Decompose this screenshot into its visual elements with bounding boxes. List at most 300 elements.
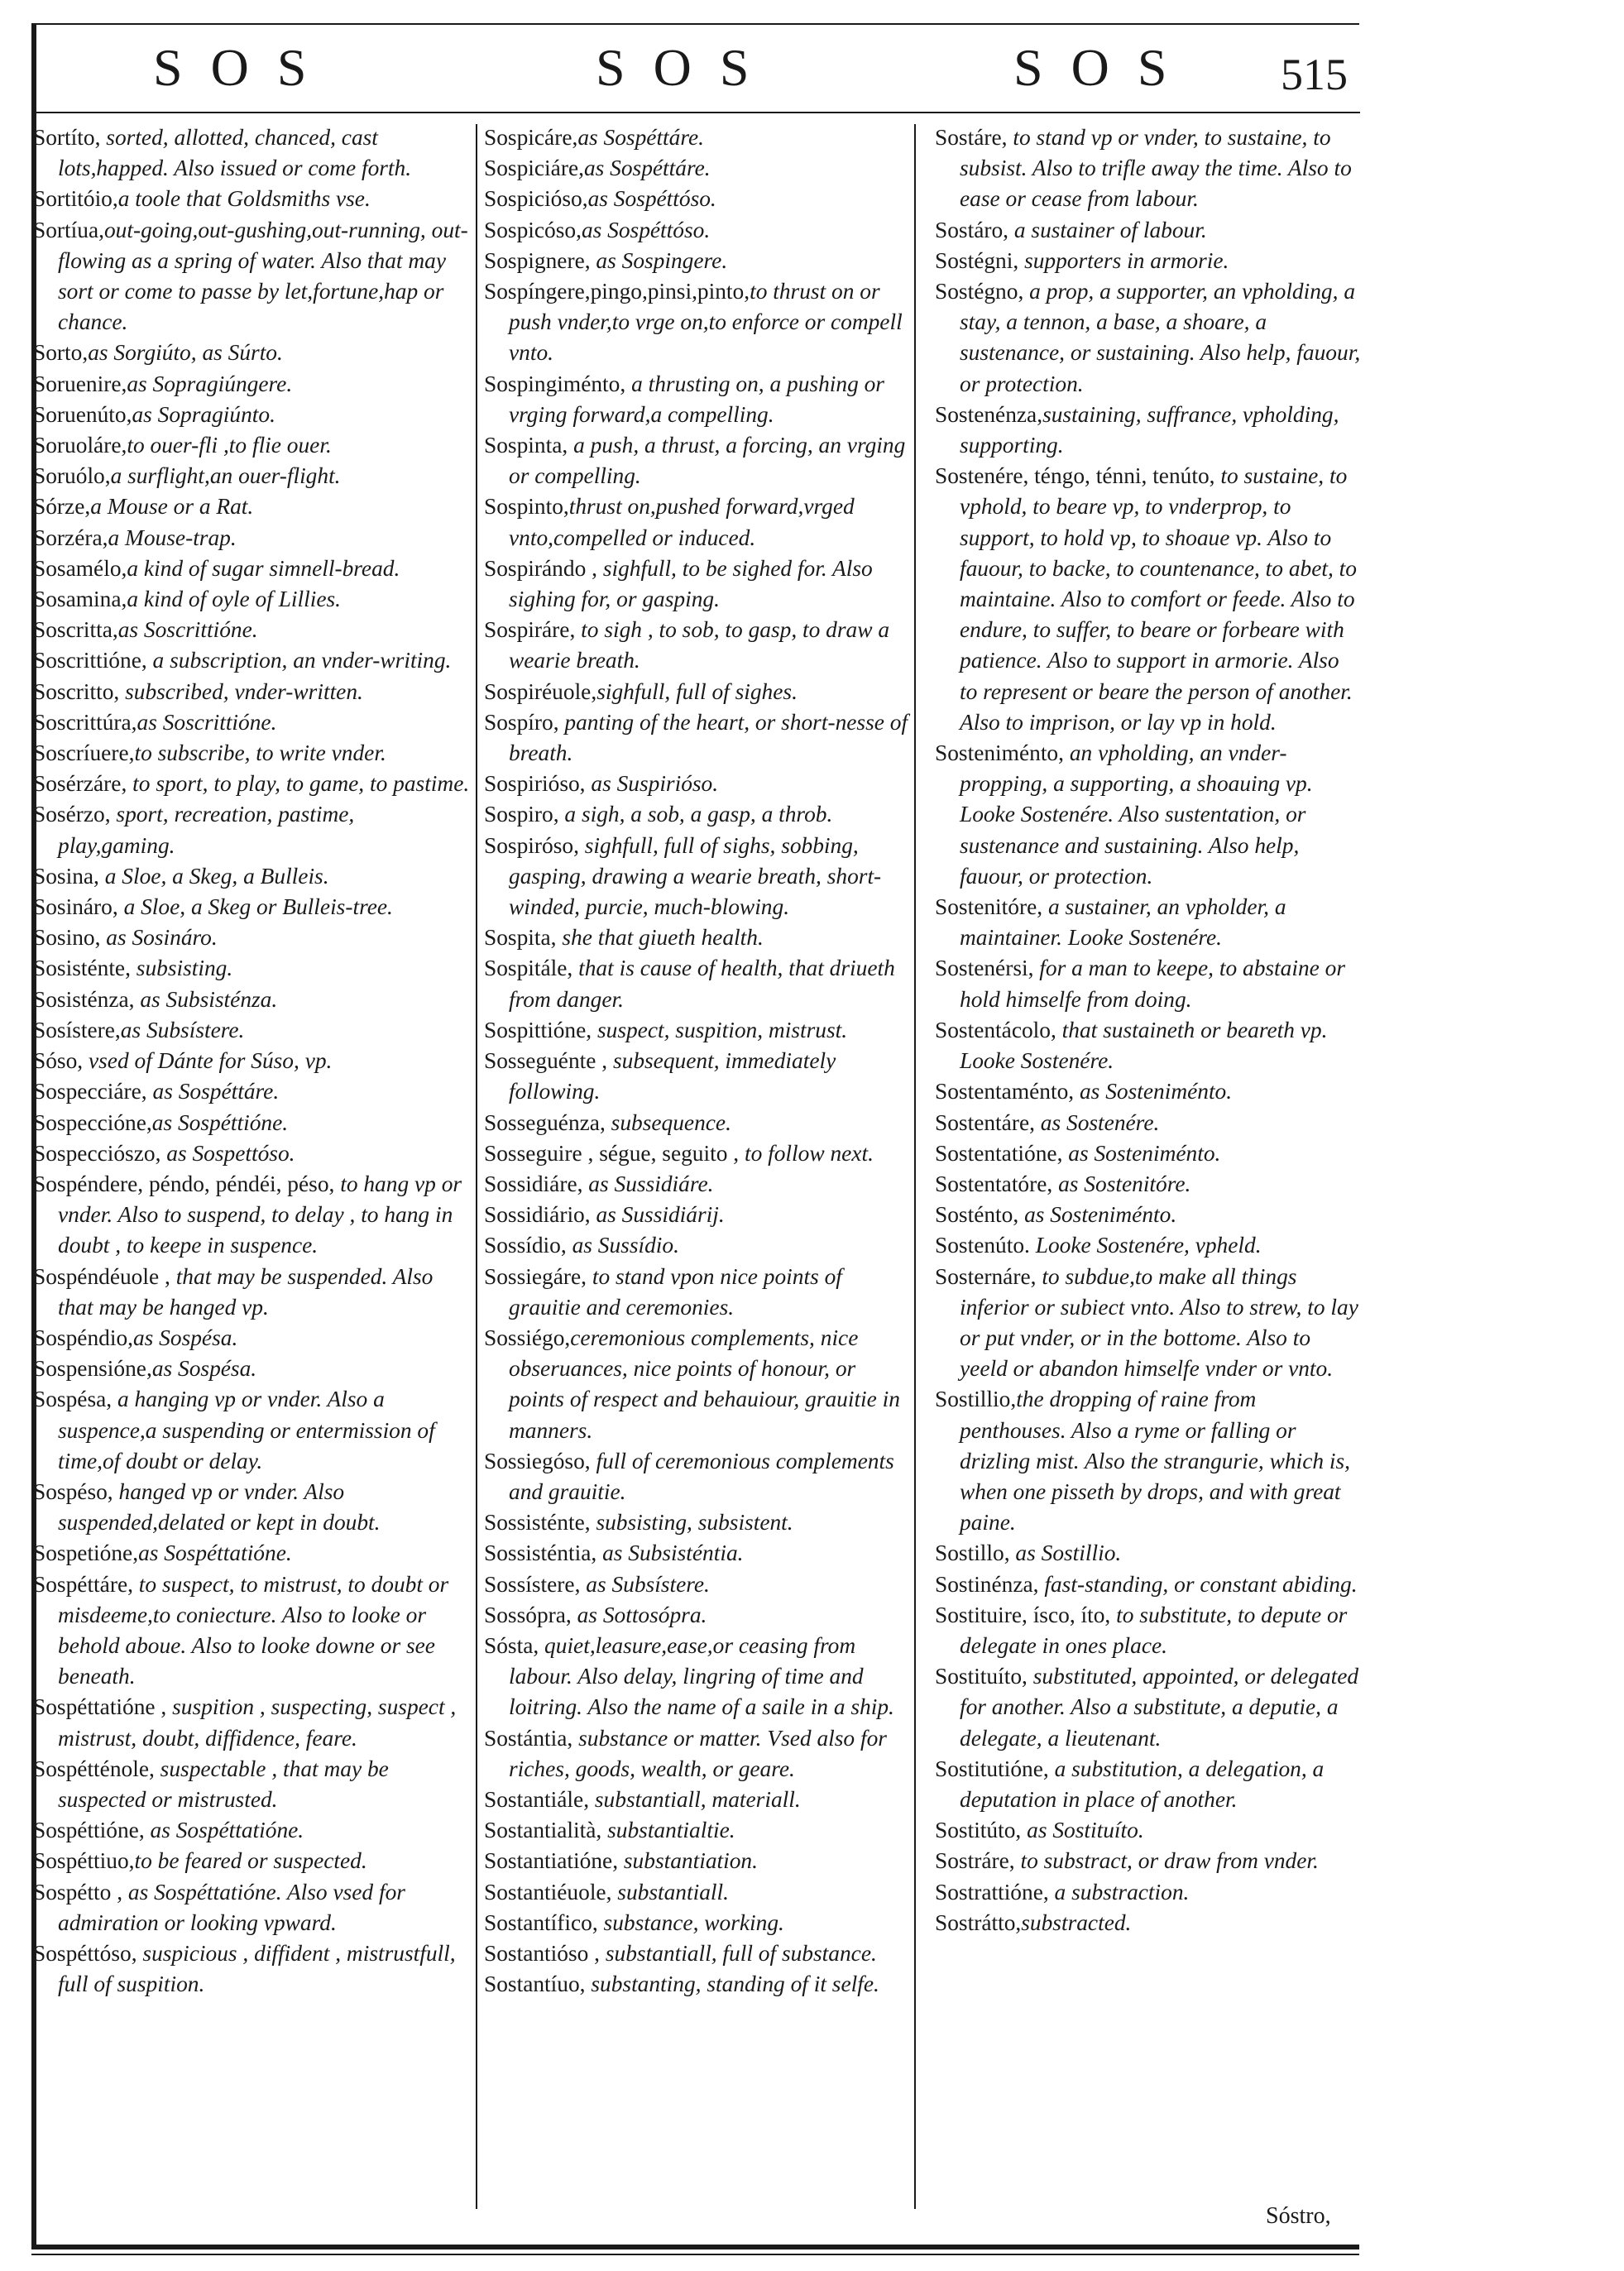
entry-definition: subsisting. <box>130 956 233 981</box>
entry-definition: as Sospéttáre. <box>577 125 705 150</box>
dictionary-entry <box>935 738 1361 892</box>
dictionary-entry <box>484 707 910 769</box>
entry-headword: Sosístere, <box>33 1017 121 1042</box>
dictionary-entry <box>484 922 910 953</box>
dictionary-entry <box>33 369 472 400</box>
header-right: SOS <box>1013 38 1195 97</box>
entry-headword: Soruenúto, <box>33 401 132 427</box>
entry-definition: as Sospésa. <box>151 1356 257 1382</box>
dictionary-entry <box>935 1076 1361 1107</box>
entry-definition: as Sospingere. <box>590 247 728 273</box>
dictionary-entry <box>484 215 910 246</box>
entry-definition: a Sloe, a Skeg, a Bulleis. <box>98 863 329 889</box>
entry-headword: Sossístere, <box>484 1571 581 1597</box>
entry-definition: a thrusting on, a pushing or vrging forward,a compelling. <box>509 371 884 427</box>
dictionary-entry <box>484 122 910 153</box>
entry-definition: a Sloe, a Skeg or Bulleis-tree. <box>117 894 393 920</box>
dictionary-entry <box>33 922 472 953</box>
entry-headword: Sospéttóso, <box>33 1940 137 1966</box>
entry-definition: suspition , suspecting, suspect , mistrust, doubt, diffidence, feare. <box>58 1694 457 1751</box>
dictionary-entry <box>484 831 910 923</box>
entry-definition: substantiation. <box>618 1848 758 1874</box>
entry-definition: a substitution, a delegation, a deputation in place of another. <box>960 1756 1325 1812</box>
entry-headword: Sóso, <box>33 1048 84 1074</box>
entry-definition: a sustainer of labour. <box>1008 217 1207 242</box>
dictionary-entry <box>33 338 472 368</box>
entry-definition: as Sussidiárij. <box>590 1202 725 1228</box>
entry-definition: sighfull, full of sighs, sobbing, gasping, drawing a wearie breath, short-winded, purcie, much-blowing. <box>509 832 882 920</box>
dictionary-entry <box>935 215 1361 246</box>
entry-headword: Sostenénza, <box>935 401 1043 427</box>
entry-definition: supporters in armorie. <box>1018 247 1229 273</box>
dictionary-entry <box>484 1108 910 1138</box>
entry-headword: Soscritto, <box>33 678 120 704</box>
bottom-border-rule-thin <box>31 2254 1359 2255</box>
entry-definition: for a man to keepe, to abstaine or hold himselfe from doing. <box>960 956 1346 1012</box>
dictionary-entry <box>935 1262 1361 1385</box>
entry-headword: Sospiráre, <box>484 617 576 643</box>
entry-headword: Sospiréuole, <box>484 678 597 704</box>
entry-definition: as Sospéttatióne. <box>138 1540 292 1566</box>
entry-definition: substracted. <box>1021 1909 1132 1935</box>
dictionary-entry <box>484 1600 910 1631</box>
entry-headword: Sosténto, <box>935 1202 1019 1228</box>
entry-headword: Sossisténtia, <box>484 1540 597 1566</box>
entry-definition: she that giueth health. <box>556 925 764 951</box>
dictionary-entry <box>484 153 910 184</box>
entry-headword: Sosseguénza, <box>484 1109 606 1135</box>
entry-definition: substantiall. <box>611 1879 729 1904</box>
dictionary-entry <box>33 430 472 461</box>
entry-headword: Sosináro, <box>33 894 118 920</box>
dictionary-entry <box>935 1015 1361 1076</box>
entry-definition: as Sospéttóso. <box>587 186 716 212</box>
entry-headword: Soscrittúra, <box>33 709 137 735</box>
entry-definition: as Sopragiúnto. <box>132 401 275 427</box>
entry-headword: Sospéndere, péndo, péndéi, péso, <box>33 1171 335 1196</box>
entry-headword: Sospinta, <box>484 433 568 458</box>
entry-headword: Sostáre, <box>935 125 1008 150</box>
entry-headword: Sostráre, <box>935 1848 1015 1874</box>
dictionary-entry <box>484 491 910 553</box>
dictionary-entry <box>935 1754 1361 1815</box>
entry-headword: Sostentaménto, <box>935 1079 1075 1104</box>
entry-definition: that may be suspended. Also that may be hanged vp. <box>58 1263 434 1320</box>
dictionary-entry <box>484 1631 910 1723</box>
entry-headword: Sospéndéuole , <box>33 1263 170 1289</box>
entry-definition: panting of the heart, or short-nesse of breath. <box>509 709 908 766</box>
entry-definition: a push, a thrust, a forcing, an vrging or compelling. <box>509 433 906 489</box>
dictionary-entry <box>935 1230 1361 1261</box>
entry-definition: to sport, to play, to game, to pastime. <box>127 771 470 797</box>
entry-headword: Sospéttáre, <box>33 1571 133 1597</box>
entry-headword: Sospittióne, <box>484 1017 592 1042</box>
entry-headword: Sossídio, <box>484 1233 567 1258</box>
top-border-rule <box>31 23 1359 25</box>
entry-headword: Sospéso, <box>33 1478 113 1504</box>
entry-definition: subsisting, subsistent. <box>590 1510 793 1536</box>
entry-headword: Soruoláre, <box>33 433 127 458</box>
entry-definition: thrust on,pushed forward,vrged vnto,compelled or induced. <box>509 494 855 550</box>
entry-definition: to suspect, to mistrust, to doubt or misdeeme,to coniecture. Also to looke or behold aboue. Also to looke downe or see beneath. <box>58 1571 449 1689</box>
dictionary-entry <box>33 677 472 707</box>
dictionary-entry <box>935 1661 1361 1754</box>
dictionary-entry <box>33 184 472 214</box>
dictionary-entry <box>33 861 472 892</box>
entry-headword: Sostántia, <box>484 1725 573 1751</box>
entry-definition: substance or matter. Vsed also for riches, goods, wealth, or geare. <box>509 1725 887 1781</box>
entry-headword: Sórze, <box>33 494 91 520</box>
dictionary-entry <box>484 953 910 1014</box>
dictionary-entry <box>484 1323 910 1446</box>
dictionary-entry <box>33 523 472 553</box>
entry-definition: sustaining, suffrance, vpholding, supporting. <box>960 401 1339 458</box>
dictionary-entry <box>935 892 1361 953</box>
page-number: 515 <box>1281 50 1348 99</box>
entry-definition: as Sospettóso. <box>160 1140 295 1166</box>
entry-headword: Sospíngere,pingo,pinsi,pinto, <box>484 279 750 304</box>
dictionary-entry <box>484 677 910 707</box>
entry-headword: Sosseguénte , <box>484 1048 608 1074</box>
entry-headword: Sospésa, <box>33 1387 113 1412</box>
entry-headword: Sospecciószo, <box>33 1140 161 1166</box>
entry-definition: as Soscrittióne. <box>117 617 258 643</box>
entry-definition: as Subsístere. <box>580 1571 710 1597</box>
dictionary-entry <box>33 122 472 184</box>
entry-definition: to subdue,to make all things inferior or subiect vnto. Also to strew, to lay or put vnder, or in the bottome. Also to yeeld or abandon himselfe vnder or vnto. <box>960 1263 1358 1382</box>
dictionary-entry <box>33 1046 472 1076</box>
dictionary-entry <box>33 1015 472 1046</box>
dictionary-entry <box>484 553 910 615</box>
dictionary-entry <box>484 769 910 799</box>
entry-definition: quiet,leasure,ease,or ceasing from labour. Also delay, lingring of time and loitring. Also the name of a saile in a ship. <box>509 1632 894 1720</box>
column-divider-1 <box>476 124 477 2209</box>
entry-definition: a kind of oyle of Lillies. <box>127 587 342 612</box>
dictionary-entry <box>935 1877 1361 1908</box>
dictionary-entry <box>33 1076 472 1107</box>
entry-definition: suspect, suspition, mistrust. <box>592 1017 848 1042</box>
entry-definition: as Sostenére. <box>1034 1109 1160 1135</box>
entry-headword: Sospirióso, <box>484 771 586 797</box>
dictionary-entry <box>33 491 472 522</box>
entry-headword: Sostillio, <box>935 1387 1017 1412</box>
entry-headword: Sospitále, <box>484 956 573 981</box>
column-divider-2 <box>914 124 916 2209</box>
entry-headword: Sossópra, <box>484 1602 572 1627</box>
entry-headword: Sostantióso , <box>484 1940 601 1966</box>
dictionary-entry <box>935 1384 1361 1538</box>
entry-headword: Sossiégo, <box>484 1325 571 1350</box>
entry-definition: hanged vp or vnder. Also suspended,delated or kept in doubt. <box>58 1478 381 1536</box>
dictionary-entry <box>33 1938 472 2000</box>
entry-definition: vsed of Dánte for Súso, vp. <box>83 1048 333 1074</box>
entry-headword: Sostenére, téngo, ténni, tenúto, <box>935 463 1215 489</box>
entry-headword: Sospinto, <box>484 494 569 520</box>
entry-definition: subsequent, immediately following. <box>509 1048 836 1104</box>
entry-headword: Sosina, <box>33 863 99 889</box>
entry-headword: Sospicáre, <box>484 125 578 150</box>
dictionary-entry <box>33 1262 472 1323</box>
entry-definition: to sigh , to sob, to gasp, to draw a wearie breath. <box>509 617 890 673</box>
entry-definition: suspicious , diffident , mistrustfull, full of suspition. <box>58 1940 456 1997</box>
dictionary-entry <box>935 246 1361 276</box>
dictionary-entry <box>484 1200 910 1230</box>
dictionary-entry <box>484 1785 910 1815</box>
entry-definition: as Subsístere. <box>120 1017 245 1042</box>
dictionary-entry <box>33 1569 472 1693</box>
entry-headword: Sostituíto, <box>935 1664 1028 1689</box>
entry-headword: Sósta, <box>484 1632 539 1658</box>
entry-headword: Soscritta, <box>33 617 118 643</box>
dictionary-entry <box>33 645 472 676</box>
dictionary-entry <box>33 1138 472 1169</box>
entry-headword: Sostantífico, <box>484 1909 598 1935</box>
entry-definition: suspectable , that may be suspected or mistrusted. <box>58 1756 389 1812</box>
entry-headword: Sostenérsi, <box>935 956 1034 981</box>
dictionary-entry <box>484 1569 910 1600</box>
entry-headword: Sosteniménto, <box>935 740 1064 766</box>
entry-definition: substance, working. <box>597 1909 784 1935</box>
entry-headword: Sospita, <box>484 925 557 951</box>
entry-definition: as Sospéttáre. <box>146 1079 280 1104</box>
entry-headword: Sortíto, <box>33 125 101 150</box>
dictionary-entry <box>484 1908 910 1938</box>
entry-headword: Sosternáre, <box>935 1263 1037 1289</box>
entry-definition: that sustaineth or beareth vp. Looke Sostenére. <box>960 1017 1328 1074</box>
entry-headword: Sospiro, <box>484 802 559 827</box>
entry-definition: full of ceremonious complements and grauitie. <box>509 1448 894 1504</box>
entry-definition: a surflight,an ouer-flight. <box>110 463 341 489</box>
entry-headword: Sostinénza, <box>935 1571 1039 1597</box>
entry-headword: Sospéttiuo, <box>33 1848 135 1874</box>
dictionary-entry <box>935 1908 1361 1938</box>
entry-definition: a sustainer, an vpholder, a maintainer. Looke Sostenére. <box>960 894 1286 951</box>
entry-headword: Sostégno, <box>935 279 1024 304</box>
entry-definition: as Suspirióso. <box>585 771 719 797</box>
header-center: SOS <box>596 38 778 97</box>
entry-headword: Sosisténte, <box>33 956 131 981</box>
entry-headword: Sostantíuo, <box>484 1972 586 1997</box>
header-left: SOS <box>153 38 335 97</box>
entry-headword: Soscrittióne, <box>33 648 147 673</box>
dictionary-entry <box>33 953 472 984</box>
dictionary-entry <box>33 1846 472 1876</box>
entry-definition: as Sottosópra. <box>571 1602 707 1627</box>
entry-headword: Sostenúto. <box>935 1233 1030 1258</box>
entry-headword: Sosino, <box>33 925 101 951</box>
entry-definition: as Sussidiáre. <box>582 1171 714 1196</box>
entry-definition: substantiall, materiall. <box>589 1786 801 1812</box>
dictionary-entry <box>484 246 910 276</box>
dictionary-entry <box>484 1138 910 1169</box>
entry-definition: to thrust on or push vnder,to vrge on,to enforce or compell vnto. <box>509 279 903 366</box>
dictionary-entry <box>33 985 472 1015</box>
dictionary-entry <box>484 1262 910 1323</box>
entry-headword: Sospingiménto, <box>484 371 626 396</box>
entry-definition: sighfull, full of sighes. <box>596 678 798 704</box>
entry-headword: Sortíua, <box>33 217 104 242</box>
dictionary-entry <box>484 1169 910 1200</box>
entry-headword: Sostituire, ísco, íto, <box>935 1602 1111 1627</box>
entry-headword: Sostantiatióne, <box>484 1848 619 1874</box>
entry-definition: a toole that Goldsmiths vse. <box>117 186 371 212</box>
entry-definition: Looke Sostenére, vpheld. <box>1029 1233 1262 1258</box>
dictionary-entry <box>484 1877 910 1908</box>
entry-headword: Sostégni, <box>935 247 1019 273</box>
dictionary-entry <box>484 799 910 830</box>
dictionary-entry <box>935 461 1361 738</box>
entry-definition: substantialtie. <box>601 1818 735 1843</box>
bottom-border-rule <box>31 2245 1359 2249</box>
dictionary-entry <box>33 1877 472 1938</box>
entry-definition: as Sosteniménto. <box>1074 1079 1233 1104</box>
entry-headword: Sosamélo, <box>33 555 127 581</box>
entry-definition: to be feared or suspected. <box>134 1848 367 1874</box>
dictionary-entry <box>484 1230 910 1261</box>
entry-definition: a prop, a supporter, an vpholding, a stay, a tennon, a base, a shoare, a sustenance, or sustaining. Also help, fauour, or protection. <box>960 279 1361 396</box>
dictionary-entry <box>33 400 472 430</box>
entry-definition: that is cause of health, that driueth from danger. <box>509 956 895 1012</box>
entry-headword: Sortitóio, <box>33 186 118 212</box>
entry-headword: Sospicóso, <box>484 217 582 242</box>
entry-definition: sport, recreation, pastime, play,gaming. <box>58 802 355 858</box>
entry-definition: the dropping of raine from penthouses. Also a ryme or falling or drizling mist. Also the strangurie, which is, when one pisseth by drops, and with great paine. <box>960 1387 1351 1536</box>
dictionary-entry <box>935 1200 1361 1230</box>
entry-headword: Sostrattióne, <box>935 1879 1049 1904</box>
entry-headword: Sostantiále, <box>484 1786 590 1812</box>
entry-definition: as Sorgiúto, as Súrto. <box>88 340 283 366</box>
entry-headword: Sospétto , <box>33 1879 123 1904</box>
entry-headword: Sostitúto, <box>935 1818 1022 1843</box>
dictionary-entry <box>33 1477 472 1538</box>
entry-definition: a hanging vp or vnder. Also a suspence,a suspending or entermission of time,of doubt or delay. <box>58 1387 435 1473</box>
entry-headword: Sospiróso, <box>484 832 579 858</box>
entry-definition: subscribed, vnder-written. <box>119 678 363 704</box>
entry-definition: as Sopragiúngere. <box>127 371 293 396</box>
dictionary-entry <box>935 400 1361 461</box>
entry-definition: as Soscrittióne. <box>137 709 277 735</box>
entry-headword: Soscríuere, <box>33 740 135 766</box>
dictionary-entry <box>33 461 472 491</box>
dictionary-entry <box>484 1815 910 1846</box>
entry-headword: Sosérzáre, <box>33 771 127 797</box>
entry-definition: to ouer-fli ,to flie ouer. <box>127 433 332 458</box>
dictionary-entry <box>33 215 472 338</box>
dictionary-entry <box>935 953 1361 1014</box>
dictionary-entry <box>484 369 910 430</box>
entry-definition: as Sostituíto. <box>1021 1818 1144 1843</box>
entry-headword: Sorto, <box>33 340 89 366</box>
dictionary-entry <box>484 1446 910 1507</box>
entry-headword: Sosseguire , ségue, seguito , <box>484 1140 740 1166</box>
entry-definition: as Sosteniménto. <box>1018 1202 1177 1228</box>
entry-definition: as Sospésa. <box>132 1325 238 1350</box>
column-2 <box>484 122 910 2000</box>
dictionary-entry <box>33 1692 472 1753</box>
entry-headword: Sospéttatióne , <box>33 1694 167 1720</box>
entry-definition: to stand vpon nice points of grauitie and ceremonies. <box>509 1263 842 1320</box>
entry-headword: Sostentatóre, <box>935 1171 1053 1196</box>
entry-headword: Sospecciáre, <box>33 1079 147 1104</box>
entry-definition: to subscribe, to write vnder. <box>134 740 386 766</box>
dictionary-entry <box>935 1846 1361 1876</box>
entry-headword: Sostrátto, <box>935 1909 1022 1935</box>
entry-definition: fast-standing, or constant abiding. <box>1038 1571 1358 1597</box>
entry-definition: a kind of sugar simnell-bread. <box>127 555 400 581</box>
entry-definition: as Subsisténza. <box>134 986 278 1012</box>
dictionary-entry <box>33 615 472 645</box>
entry-definition: ceremonious complements, nice obseruances, nice points of honour, or points of respect and behauiour, grauitie in manners. <box>509 1325 900 1443</box>
entry-headword: Sossidiário, <box>484 1202 591 1228</box>
entry-definition: as Sospéttóso. <box>581 217 711 242</box>
dictionary-entry <box>33 738 472 769</box>
entry-definition: sorted, allotted, chanced, cast lots,happed. Also issued or come forth. <box>58 125 412 181</box>
entry-definition: as Sospéttáre. <box>583 156 711 181</box>
catchword: Sóstro, <box>1266 2203 1331 2229</box>
entry-definition: as Sospéttatióne. <box>144 1818 304 1843</box>
dictionary-entry <box>484 1938 910 1969</box>
entry-definition: a sigh, a sob, a gasp, a throb. <box>558 802 833 827</box>
entry-headword: Soruólo, <box>33 463 111 489</box>
dictionary-entry <box>484 615 910 676</box>
entry-headword: Sospensióne, <box>33 1356 152 1382</box>
entry-headword: Sostantiéuole, <box>484 1879 612 1904</box>
entry-definition: out-going,out-gushing,out-running, out-flowing as a spring of water. Also that may sort or come to passe by let,fortune,hap or chance. <box>58 217 468 335</box>
entry-definition: to stand vp or vnder, to sustaine, to subsist. Also to trifle away the time. Also to ease or cease from labour. <box>960 125 1352 212</box>
dictionary-entry <box>935 1108 1361 1138</box>
entry-definition: to substitute, to depute or delegate in ones place. <box>960 1602 1348 1658</box>
entry-headword: Sostentatióne, <box>935 1140 1063 1166</box>
entry-headword: Sospétténole, <box>33 1756 155 1781</box>
entry-definition: a subscription, an vnder-writing. <box>146 648 452 673</box>
header-rule <box>36 112 1360 113</box>
entry-headword: Sostáro, <box>935 217 1009 242</box>
entry-definition: as Sussídio. <box>566 1233 679 1258</box>
dictionary-entry <box>33 799 472 860</box>
entry-headword: Sosisténza, <box>33 986 135 1012</box>
entry-definition: as Sosináro. <box>100 925 218 951</box>
dictionary-entry <box>484 276 910 369</box>
entry-headword: Sostentácolo, <box>935 1017 1056 1042</box>
entry-definition: a Mouse-trap. <box>108 525 237 550</box>
entry-definition: as Sospéttióne. <box>151 1109 289 1135</box>
entry-headword: Sospignere, <box>484 247 591 273</box>
dictionary-entry <box>33 584 472 615</box>
entry-headword: Sostentáre, <box>935 1109 1035 1135</box>
dictionary-entry <box>935 1138 1361 1169</box>
dictionary-entry <box>484 1969 910 2000</box>
entry-headword: Sossiegóso, <box>484 1448 591 1473</box>
dictionary-entry <box>935 1815 1361 1846</box>
dictionary-entry <box>33 769 472 799</box>
entry-definition: sighfull, to be sighed for. Also sighing for, or gasping. <box>509 555 873 612</box>
dictionary-entry <box>484 1538 910 1569</box>
dictionary-entry <box>33 1538 472 1569</box>
entry-headword: Sospiciáre, <box>484 156 584 181</box>
dictionary-entry <box>935 1600 1361 1661</box>
entry-definition: to follow next. <box>739 1140 874 1166</box>
dictionary-entry <box>935 1569 1361 1600</box>
entry-headword: Sosérzo, <box>33 802 111 827</box>
entry-definition: to sustaine, to vphold, to beare vp, to vnderprop, to support, to hold vp, to shoaue vp. Also to fauour, to backe, to countenance, to abet, to maintaine. Also to comfort or feede. Also to endure, to suffer, to beare or forbeare with patience. Also to support in armorie. Also to represent or beare the person of another. Also to imprison, or lay vp in hold. <box>960 463 1357 735</box>
dictionary-entry <box>33 1353 472 1384</box>
dictionary-entry <box>484 1846 910 1876</box>
entry-headword: Sospíro, <box>484 709 559 735</box>
dictionary-entry <box>33 707 472 738</box>
entry-headword: Sostantialità, <box>484 1818 602 1843</box>
entry-definition: as Sostenitóre. <box>1052 1171 1191 1196</box>
entry-headword: Sossiegáre, <box>484 1263 587 1289</box>
